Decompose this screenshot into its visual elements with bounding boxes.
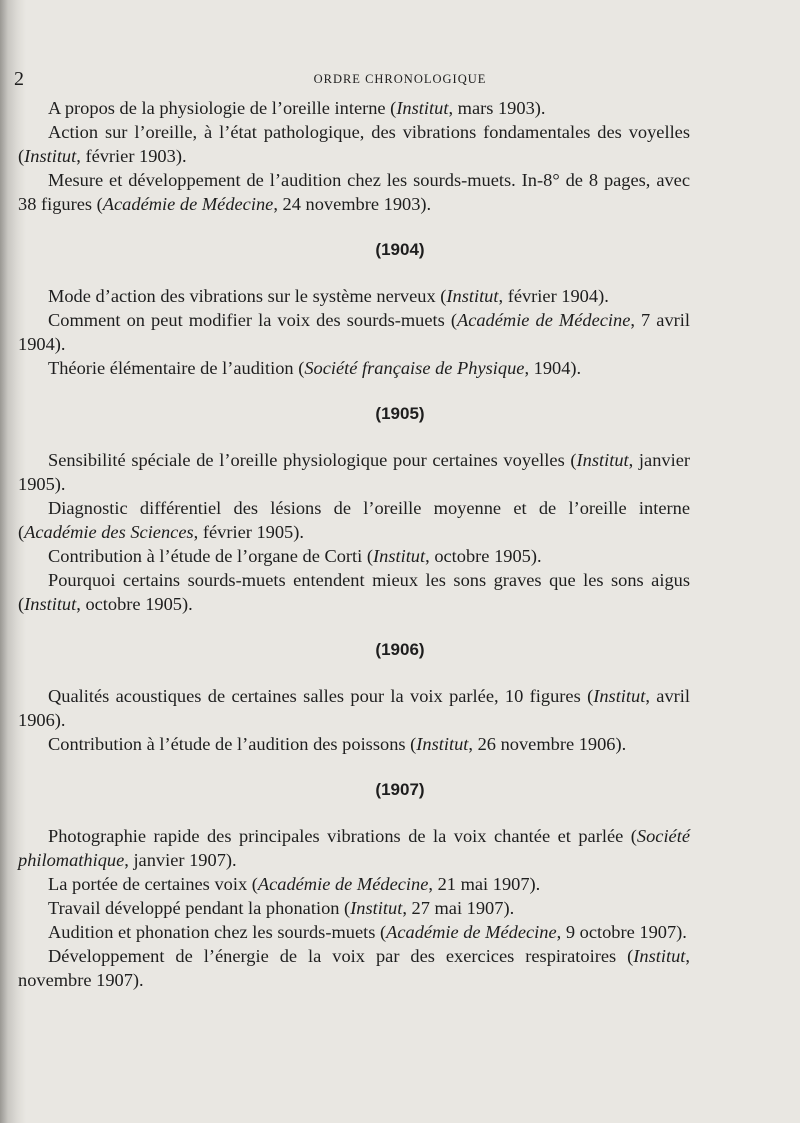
page-number: 2: [14, 68, 24, 90]
year-heading: (1905): [375, 404, 425, 423]
list-item: Sensibilité spéciale de l’oreille physiologique pour certaines voyelles (Institut, janvier 1905).: [18, 450, 690, 494]
list-item: A propos de la physiologie de l’oreille interne (Institut, mars 1903).: [48, 98, 546, 118]
list-item: Comment on peut modifier la voix des sourds-muets (Académie de Médecine, 7 avril 1904).: [18, 310, 690, 354]
year-heading: (1907): [375, 780, 425, 799]
list-item: La portée de certaines voix (Académie de Médecine, 21 mai 1907).: [48, 874, 541, 894]
list-item: Travail développé pendant la phonation (Institut, 27 mai 1907).: [48, 898, 515, 918]
list-item: Qualités acoustiques de certaines salles pour la voix parlée, 10 figures (Institut, avril 1906).: [18, 686, 690, 730]
list-item: Action sur l’oreille, à l’état pathologique, des vibrations fondamentales des voyelles (Institut, février 1903).: [18, 122, 690, 166]
list-item: Diagnostic différentiel des lésions de l’oreille moyenne et de l’oreille interne (Académie des Sciences, février 1905).: [18, 498, 690, 542]
list-item: Contribution à l’étude de l’organe de Corti (Institut, octobre 1905).: [48, 546, 542, 566]
running-title: ORDRE CHRONOLOGIQUE: [313, 72, 487, 86]
year-heading: (1904): [375, 240, 425, 259]
year-heading: (1906): [375, 640, 425, 659]
list-item: Contribution à l’étude de l’audition des poissons (Institut, 26 novembre 1906).: [48, 734, 627, 754]
list-item: Mesure et développement de l’audition chez les sourds-muets. In-8° de 8 pages, avec 38 figures (Académie de Médecine, 24 novembre 1903).: [18, 170, 690, 214]
list-item: Théorie élémentaire de l’audition (Société française de Physique, 1904).: [48, 358, 582, 378]
list-item: Développement de l’énergie de la voix par des exercices respiratoires (Institut, novembre 1907).: [18, 946, 690, 990]
list-item: Pourquoi certains sourds-muets entendent mieux les sons graves que les sons aigus (Institut, octobre 1905).: [18, 570, 690, 614]
bibliography-list: [0, 96, 800, 992]
list-item: Photographie rapide des principales vibrations de la voix chantée et parlée (Société philomathique, janvier 1907).: [18, 826, 690, 870]
list-item: Mode d’action des vibrations sur le système nerveux (Institut, février 1904).: [48, 286, 609, 306]
list-item: Audition et phonation chez les sourds-muets (Académie de Médecine, 9 octobre 1907).: [48, 922, 687, 942]
